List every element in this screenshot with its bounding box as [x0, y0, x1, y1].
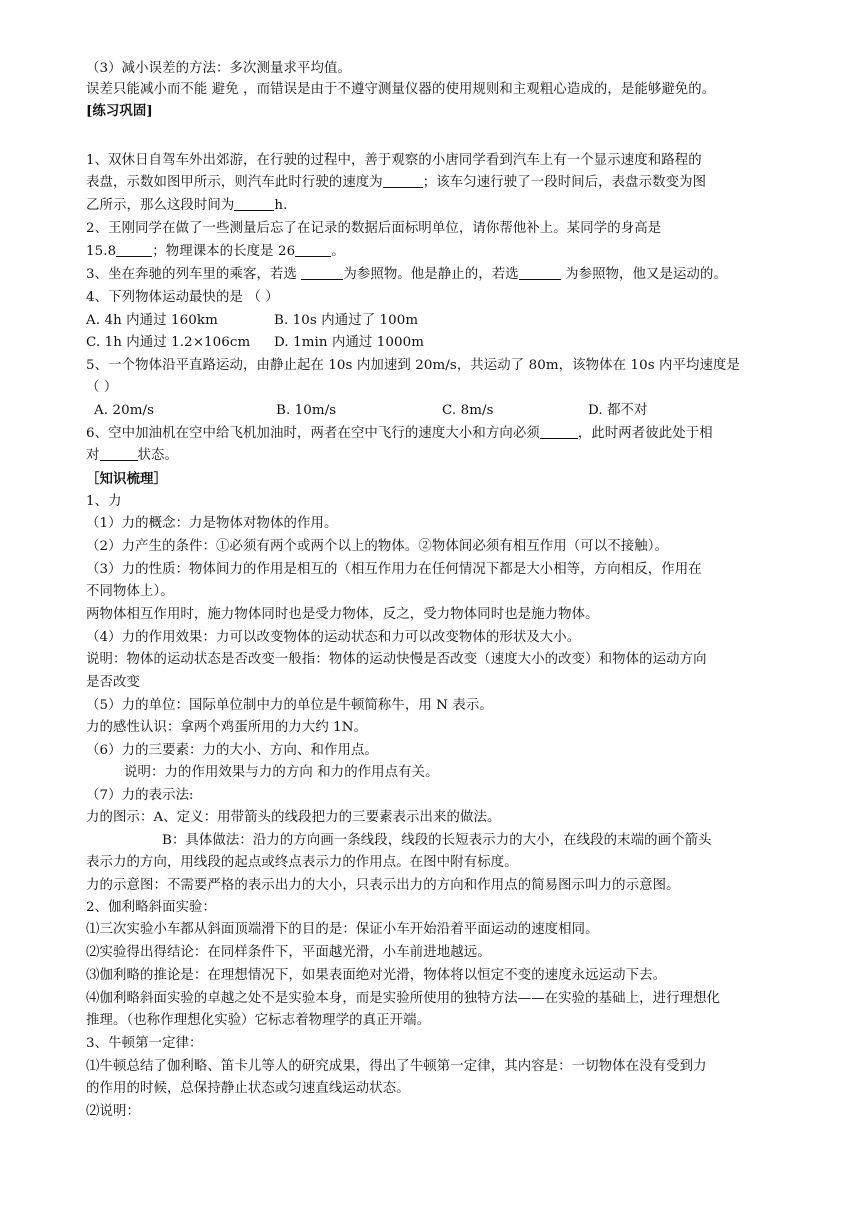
q2-end: 。 [331, 244, 345, 259]
q3-blank-2[interactable] [519, 265, 561, 280]
q5-option-a[interactable]: A. 20m/s [94, 403, 155, 418]
q6-text-a: 6、空中加油机在空中给飞机加油时，两者在空中飞行的速度大小和方向必须 [86, 426, 540, 441]
galileo-4-line-1: ⑷伽利略斜面实验的卓越之处不是实验本身，而是实验所使用的独特方法——在实验的基础上，进行理想化 [86, 991, 721, 1006]
q1-time-blank[interactable] [234, 196, 274, 211]
question-5-line-1: 5、一个物体沿平直路运动，由静止起在 10s 内加速到 20m/s，共运动了 80m，该物体在 10s 内平均速度是 [86, 358, 740, 373]
force-three-elements: （6）力的三要素：力的大小、方向、和作用点。 [86, 743, 378, 758]
question-6-line-2 [86, 446, 178, 466]
force-three-elements-note: 说明：力的作用效果与力的方向 和力的作用点有关。 [124, 765, 439, 780]
question-3 [86, 265, 727, 285]
q2-book-unit-blank[interactable] [295, 242, 331, 257]
section-newton: 3、牛顿第一定律： [86, 1036, 203, 1051]
force-nature-line-2: 不同物体上）。 [86, 584, 174, 599]
q2-height-value: 15.8 [86, 244, 117, 259]
newton-2: ⑵说明： [86, 1104, 140, 1119]
question-4: 4、下列物体运动最快的是 （ ） [86, 290, 279, 305]
question-1-line-1: 1、双休日自驾车外出郊游，在行驶的过程中，善于观察的小唐同学看到汽车上有一个显示速度和路程的 [86, 153, 702, 168]
force-nature-line-3: 两物体相互作用时，施力物体同时也是受力物体，反之，受力物体同时也是施力物体。 [86, 607, 599, 622]
force-diagram-definition: 力的图示：A、定义：用带箭头的线段把力的三要素表示出来的做法。 [86, 810, 501, 825]
q3-text-c: 为参照物，他又是运动的。 [560, 267, 727, 282]
q5-option-b[interactable]: B. 10m/s [276, 403, 337, 418]
force-effect-note-2: 是否改变 [86, 675, 140, 690]
section-galileo: 2、伽利略斜面实验： [86, 900, 217, 915]
force-diagram-method-2: 表示力的方向，用线段的起点或终点表示力的作用点。在图中附有标度。 [86, 855, 518, 870]
q1-text-d: h. [274, 198, 288, 213]
q6-text-d: 状态。 [137, 448, 178, 463]
force-effect-note-1: 说明：物体的运动状态是否改变一般指：物体的运动快慢是否改变（速度大小的改变）和物体的运动方向 [86, 652, 707, 667]
q1-text-a: 表盘，示数如图甲所示，则汽车此时行驶的速度为 [86, 175, 383, 190]
question-5-line-2: （ ） [86, 380, 118, 395]
q6-text-b: ，此时两者彼此处于相 [577, 426, 713, 441]
force-nature-line-1: （3）力的性质：物体间力的作用是相互的（相互作用力在任何情况下都是大小相等，方向相反，作用在 [86, 562, 702, 577]
q6-blank-1[interactable] [540, 424, 578, 439]
force-effect: （4）力的作用效果：力可以改变物体的运动状态和力可以改变物体的形状及大小。 [86, 630, 581, 645]
q3-text-a: 3、坐在奔驰的列车里的乘客，若选 [86, 267, 302, 282]
q5-option-c[interactable]: C. 8m/s [442, 403, 494, 418]
force-schematic: 力的示意图：不需要严格的表示出力的大小，只表示出力的方向和作用点的简易图示叫力的示意图。 [86, 878, 680, 893]
q4-option-d[interactable]: D. 1min 内通过 1000m [274, 335, 425, 350]
q1-text-c: 乙所示，那么这段时间为 [86, 198, 235, 213]
force-unit: （5）力的单位：国际单位制中力的单位是牛顿简称牛，用 N 表示。 [86, 698, 493, 713]
question-2-line-1: 2、王刚同学在做了一些测量后忘了在记录的数据后面标明单位，请你帮他补上。某同学的身高是 [86, 221, 662, 236]
q4-option-a[interactable]: A. 4h 内通过 160km [86, 313, 218, 328]
question-1-line-3 [86, 196, 288, 216]
section-force: 1、力 [86, 494, 122, 509]
galileo-2: ⑵实验得出得结论：在同样条件下，平面越光滑，小车前进地越远。 [86, 945, 491, 960]
question-2-line-2 [86, 242, 345, 262]
error-reduction-method: （3）减小误差的方法：多次测量求平均值。 [86, 61, 351, 76]
error-vs-mistake: 误差只能减小而不能 避免 ，而错误是由于不遵守测量仪器的使用规则和主观粗心造成的，是能够避免的。 [86, 82, 716, 97]
force-diagram-method-1: B：具体做法：沿力的方向画一条线段，线段的长短表示力的大小，在线段的末端的画个箭头 [162, 833, 712, 848]
force-concept: （1）力的概念：力是物体对物体的作用。 [86, 516, 338, 531]
knowledge-heading: ［知识梳理］ [86, 471, 167, 487]
practice-heading: [练习巩固] [86, 103, 153, 119]
q6-text-c: 对 [86, 448, 100, 463]
q2-height-unit-blank[interactable] [116, 242, 152, 257]
q1-text-b: ；该车匀速行驶了一段时间后，表盘示数变为图 [422, 175, 707, 190]
newton-1-line-1: ⑴牛顿总结了伽利略、笛卡儿等人的研究成果，得出了牛顿第一定律，其内容是：一切物体在没有受到力 [86, 1059, 707, 1074]
q4-option-b[interactable]: B. 10s 内通过了 100m [274, 313, 419, 328]
galileo-1: ⑴三次实验小车都从斜面顶端滑下的目的是：保证小车开始沿着平面运动的速度相同。 [86, 922, 599, 937]
q1-speed-blank[interactable] [383, 173, 423, 188]
q2-book-text: ；物理课本的长度是 26 [152, 244, 296, 259]
force-representation: （7）力的表示法: [86, 788, 194, 803]
question-1-line-2 [86, 173, 706, 193]
q3-blank-1[interactable] [301, 265, 343, 280]
force-conditions: （2）力产生的条件：①必须有两个或两个以上的物体。②物体间必须有相互作用（可以不接触）。 [86, 539, 669, 554]
force-unit-note: 力的感性认识：拿两个鸡蛋所用的力大约 1N。 [86, 720, 368, 735]
galileo-4-line-2: 推理。（也称作理想化实验）它标志着物理学的真正开端。 [86, 1013, 431, 1028]
galileo-3: ⑶伽利略的推论是：在理想情况下，如果表面绝对光滑，物体将以恒定不变的速度永远运动下去。 [86, 968, 667, 983]
q4-option-c[interactable]: C. 1h 内通过 1.2×106cm [86, 335, 251, 350]
newton-1-line-2: 的作用的时候，总保持静止状态或匀速直线运动状态。 [86, 1081, 410, 1096]
question-6-line-1 [86, 424, 713, 444]
q3-text-b: 为参照物。他是静止的，若选 [343, 267, 519, 282]
q5-option-d[interactable]: D. 都不对 [588, 403, 648, 418]
q6-blank-2[interactable] [100, 446, 138, 461]
